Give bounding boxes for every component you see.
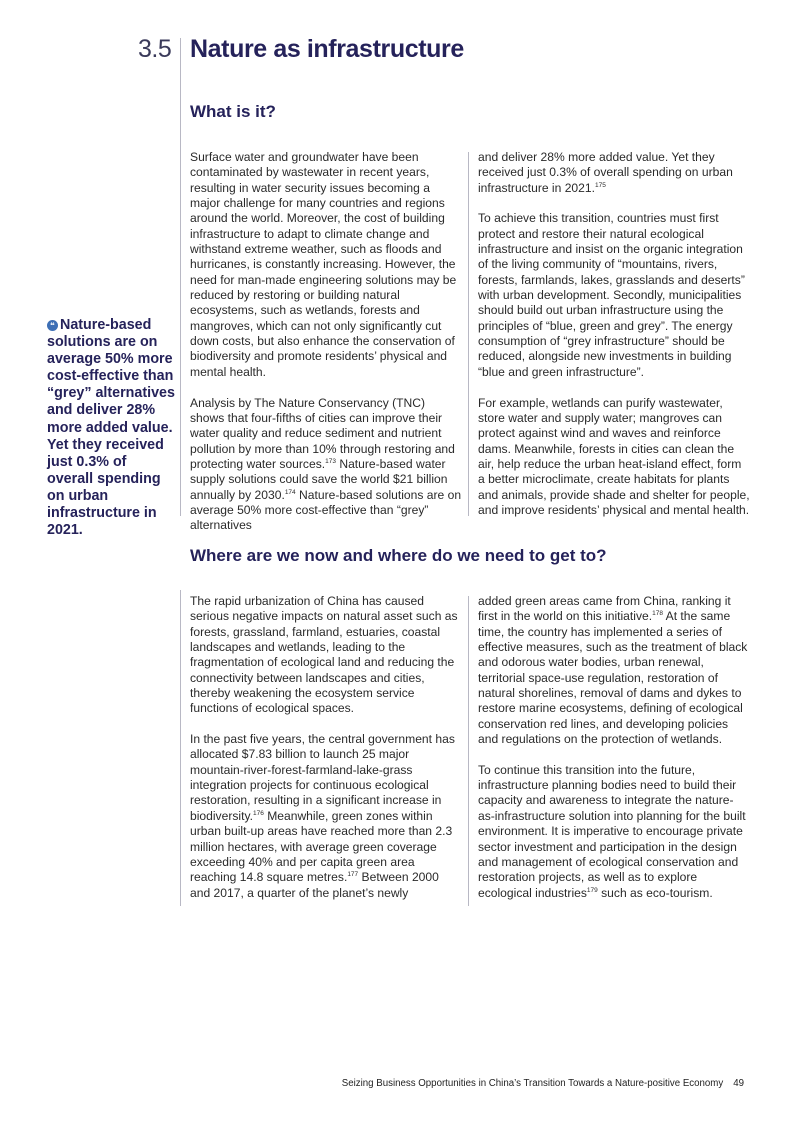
paragraph: In the past five years, the central government has allocated $7.83 billion to launch 25 major mountain-river-forest-farmland-lake-grass integration projects for continuous ecological restoration, resulting in a significant increase in biodiversity.$^{176}$ Meanwhile, green zones within urban built-up areas have reached more than 2.3 million hectares, with average green coverage exceeding 40% and per capita green area reaching 14.8 square metres.$^{177}$ Between 2000 and 2017, a quarter of the planet’s newly (190, 732, 455, 900)
section1-right-column (478, 150, 750, 518)
paragraph: and deliver 28% more added value. Yet they received just 0.3% of overall spending on urban infrastructure in 2021.$^{175}$ (478, 150, 733, 195)
column-divider (468, 596, 469, 906)
section2-left-column (190, 594, 462, 901)
section-divider-rule (180, 590, 181, 906)
footnote-ref: 174 (284, 488, 296, 496)
paragraph: For example, wetlands can purify wastewater, store water and supply water; mangroves can protect against wind and waves and reinforce dams. Meanwhile, forests in cities can clean the air, help reduce the urban heat-island effect, form a better microclimate, create habitats for plants and animals, provide shade and shelter for people, and improve residents’ physical and mental health. (478, 395, 750, 517)
footnote-ref: 173 (325, 457, 336, 465)
quote-icon: ❝ (47, 320, 58, 331)
footnote-ref: 177 (347, 871, 359, 879)
paragraph: The rapid urbanization of China has caused serious negative impacts on natural asset such as forests, grassland, farmland, estuaries, coastal landscapes and wetlands, leading to the fragmentation of ecological land and reducing the connectivity between landscapes and cities, thereby weakening the ecosystem service functions of ecological spaces. (190, 594, 458, 716)
column-divider (468, 152, 469, 516)
sidebar-pull-quote (47, 317, 175, 539)
heading-where-are-we-now: Where are we now and where do we need to get to? (190, 546, 607, 565)
heading-what-is-it: What is it? (190, 102, 276, 121)
section-number: 3.5 (138, 35, 172, 63)
footnote-ref: 175 (594, 181, 606, 189)
page-number: 49 (733, 1078, 744, 1089)
section-divider-rule (180, 38, 181, 516)
paragraph: To achieve this transition, countries must first protect and restore their natural ecological infrastructure and insist on the organic integration of the living community of “mountains, rivers, forests, farmlands, lakes, grasslands and deserts” with urban development. Secondly, municipalities should build out urban infrastructure using the principles of “blue, green and grey”. The energy consumption of “grey infrastructure” should be reduced, alongside new investments in building “blue and green infrastructure”. (478, 211, 745, 379)
footer-report-title: Seizing Business Opportunities in China’s Transition Towards a Nature-positive Economy (341, 1078, 724, 1089)
paragraph: Surface water and groundwater have been contaminated by wastewater in recent years, resulting in water security issues becoming a major challenge for many countries and regions around the world. Moreover, the cost of building infrastructure to adapt to climate change and withstand extreme weather, such as floods and hurricanes, is constantly increasing. However, the need for man-made engineering solutions may be reduced by restoring or building natural ecosystems, such as wetlands, forests and mangroves, which can not only significantly cut down costs, but also enhance the conservation of biodiversity and promote residents’ physical and mental health. (190, 150, 457, 379)
paragraph: To continue this transition into the future, infrastructure planning bodies need to build their capacity and awareness to integrate the nature-as-infrastructure solution into planning for the built environment. It is imperative to encourage private sector investment and participation in the design and management of ecological conservation and restoration projects, as well as to explore ecological industries$^{179}$ such as eco-tourism. (478, 762, 746, 900)
footnote-ref: 178 (652, 610, 663, 618)
page-footer (342, 1078, 744, 1089)
section1-left-column (190, 150, 462, 534)
footnote-ref: 176 (252, 809, 264, 817)
section2-right-column (478, 594, 750, 901)
footnote-ref: 179 (586, 886, 598, 894)
pull-quote-text: Nature-based solutions are on average 50% more cost-effective than “grey” alternatives and deliver 28% more added value. Yet they received just 0.3% of overall spending on urban infrastructure in 2021. (47, 317, 175, 539)
paragraph: added green areas came from China, ranking it first in the world on this initiative.$^{178}$ At the same time, the country has implemented a series of effective measures, such as the treatment of black and odorous water bodies, urban renewal, territorial space-use regulation, restoration of natural shorelines, removal of dams and dykes to restore marine ecosystems, defining of ecological conservation red lines, and developing policies and regulations on the protection of wetlands. (478, 594, 748, 747)
page-title: Nature as infrastructure (190, 35, 464, 63)
paragraph: Analysis by The Nature Conservancy (TNC) shows that four-fifths of cities can improve their water quality and reduce sediment and nutrient pollution by more than 10% through restoring and protecting water sources.$^{173}$ Nature-based water supply solutions could save the world $21 billion annually by 2030.$^{174}$ Nature-based solutions are on average 50% more cost-effective than “grey” alternatives (190, 395, 462, 533)
